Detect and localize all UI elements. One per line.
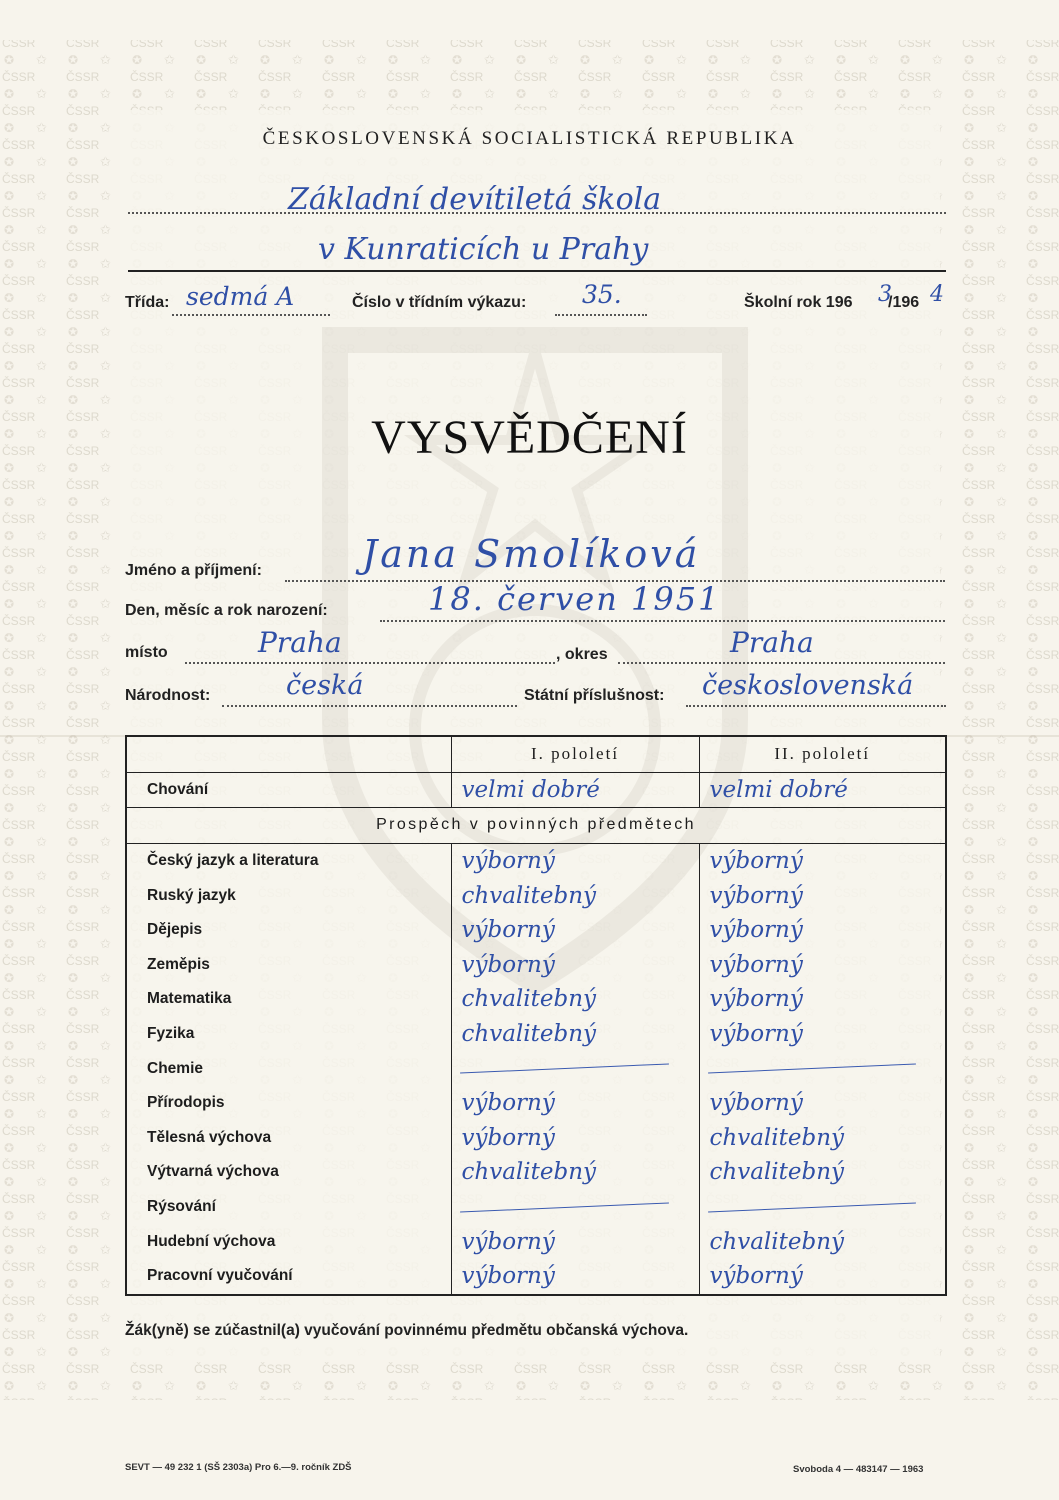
subject-name: Zeměpis xyxy=(147,955,210,973)
strike-through-mark xyxy=(708,1064,915,1074)
school-underline xyxy=(128,270,946,272)
first-term-grade: výborný xyxy=(451,913,699,948)
class-label: Třída: xyxy=(125,294,170,311)
subject-name: Dějepis xyxy=(147,921,203,939)
birth-value: 18. červen 1951 xyxy=(428,580,721,618)
district-value: Praha xyxy=(730,626,814,659)
second-term-grade: výborný xyxy=(699,1086,946,1121)
second-term-grade: výborný xyxy=(699,843,946,878)
header-row xyxy=(126,736,946,772)
register-number-dots xyxy=(555,314,647,316)
first-term-grade: výborný xyxy=(451,1086,699,1121)
nationality-dots xyxy=(222,705,517,707)
subject-row xyxy=(126,1121,946,1156)
class-dots xyxy=(172,314,330,316)
nationality-label: Národnost: xyxy=(125,687,211,704)
subject-row xyxy=(126,913,946,948)
subject-name: Přírodopis xyxy=(147,1094,225,1112)
nationality-value: česká xyxy=(286,670,364,701)
subject-name: Chemie xyxy=(147,1059,203,1077)
subjects-section-title: Prospěch v povinných předmětech xyxy=(126,808,946,844)
subject-row xyxy=(126,1017,946,1052)
subject-name: Pracovní vyučování xyxy=(147,1267,293,1285)
subject-name: Matematika xyxy=(147,990,232,1008)
footer-printer: Svoboda 4 — 483147 — 1963 xyxy=(793,1464,924,1475)
school-line1-dots xyxy=(128,212,946,214)
citizenship-value: československá xyxy=(702,670,914,701)
first-term-grade: výborný xyxy=(451,948,699,983)
second-term-header: II. pololetí xyxy=(699,736,946,772)
subject-name: Hudební výchova xyxy=(147,1232,276,1250)
school-year-label-b: /196 xyxy=(888,294,920,311)
subject-row xyxy=(126,982,946,1017)
strike-through-mark xyxy=(460,1202,669,1212)
subject-name: Český jazyk a literatura xyxy=(147,852,319,870)
district-label: , okres xyxy=(556,646,608,663)
birth-dots xyxy=(380,620,945,622)
second-term-grade: výborný xyxy=(699,878,946,913)
first-term-grade: výborný xyxy=(451,1121,699,1156)
first-term-grade: chvalitebný xyxy=(451,982,699,1017)
first-term-grade xyxy=(451,1190,699,1225)
subject-name: Výtvarná výchova xyxy=(147,1163,279,1181)
birth-label: Den, měsíc a rok narození: xyxy=(125,602,328,619)
section-row xyxy=(126,808,946,844)
first-term-grade: chvalitebný xyxy=(451,1017,699,1052)
subject-row xyxy=(126,878,946,913)
grades-table xyxy=(125,735,947,1296)
subject-row xyxy=(126,843,946,878)
citizenship-label: Státní příslušnost: xyxy=(524,687,665,704)
civics-note: Žák(yně) se zúčastnil(a) vyučování povinnému předmětu občanská výchova. xyxy=(125,1322,689,1339)
subject-row xyxy=(126,948,946,983)
footer-form-code: SEVT — 49 232 1 (SŠ 2303a) Pro 6.—9. ročník ZDŠ xyxy=(125,1462,352,1473)
register-number-label: Číslo v třídním výkazu: xyxy=(352,294,527,311)
subject-row xyxy=(126,1190,946,1225)
second-term-grade: chvalitebný xyxy=(699,1224,946,1259)
register-number-value: 35. xyxy=(582,280,622,309)
school-year-value-a: 3 xyxy=(878,282,892,307)
birthplace-label: místo xyxy=(125,644,168,661)
second-term-grade: výborný xyxy=(699,982,946,1017)
header-empty-cell xyxy=(126,736,451,772)
school-year-value-b: 4 xyxy=(930,282,944,307)
subject-name: Rýsování xyxy=(147,1198,216,1216)
first-term-grade xyxy=(451,1051,699,1086)
citizenship-dots xyxy=(686,705,946,707)
behavior-second-term: velmi dobré xyxy=(699,772,946,808)
behavior-row xyxy=(126,772,946,808)
name-value: Jana Smolíková xyxy=(362,532,701,576)
first-term-grade: výborný xyxy=(451,1259,699,1295)
second-term-grade xyxy=(699,1051,946,1086)
first-term-grade: výborný xyxy=(451,1224,699,1259)
second-term-grade: výborný xyxy=(699,913,946,948)
school-name-line2: v Kunraticích u Prahy xyxy=(318,232,649,267)
birthplace-dots xyxy=(185,662,555,664)
behavior-label: Chování xyxy=(126,772,451,808)
first-term-grade: chvalitebný xyxy=(451,1155,699,1190)
second-term-grade: chvalitebný xyxy=(699,1121,946,1156)
subject-name: Tělesná výchova xyxy=(147,1128,272,1146)
second-term-grade: výborný xyxy=(699,948,946,983)
republic-heading: ČESKOSLOVENSKÁ SOCIALISTICKÁ REPUBLIKA xyxy=(262,128,797,149)
subject-row xyxy=(126,1259,946,1295)
second-term-grade: výborný xyxy=(699,1017,946,1052)
birthplace-value: Praha xyxy=(258,626,342,659)
behavior-first-term: velmi dobré xyxy=(451,772,699,808)
school-year-label-a: Školní rok 196 xyxy=(744,294,853,311)
subject-name: Fyzika xyxy=(147,1025,195,1043)
subject-row xyxy=(126,1086,946,1121)
district-dots xyxy=(618,662,945,664)
class-value: sedmá A xyxy=(186,282,295,311)
subject-name: Ruský jazyk xyxy=(147,886,236,904)
name-label: Jméno a příjmení: xyxy=(125,562,262,579)
subject-row xyxy=(126,1155,946,1190)
strike-through-mark xyxy=(708,1202,915,1212)
school-name-line1: Základní devítiletá škola xyxy=(288,182,662,217)
second-term-grade: výborný xyxy=(699,1259,946,1295)
second-term-grade: chvalitebný xyxy=(699,1155,946,1190)
first-term-grade: výborný xyxy=(451,843,699,878)
second-term-grade xyxy=(699,1190,946,1225)
strike-through-mark xyxy=(460,1064,669,1074)
first-term-grade: chvalitebný xyxy=(451,878,699,913)
document-title: VYSVĚDČENÍ xyxy=(371,411,688,464)
first-term-header: I. pololetí xyxy=(451,736,699,772)
subject-row xyxy=(126,1224,946,1259)
subject-row xyxy=(126,1051,946,1086)
